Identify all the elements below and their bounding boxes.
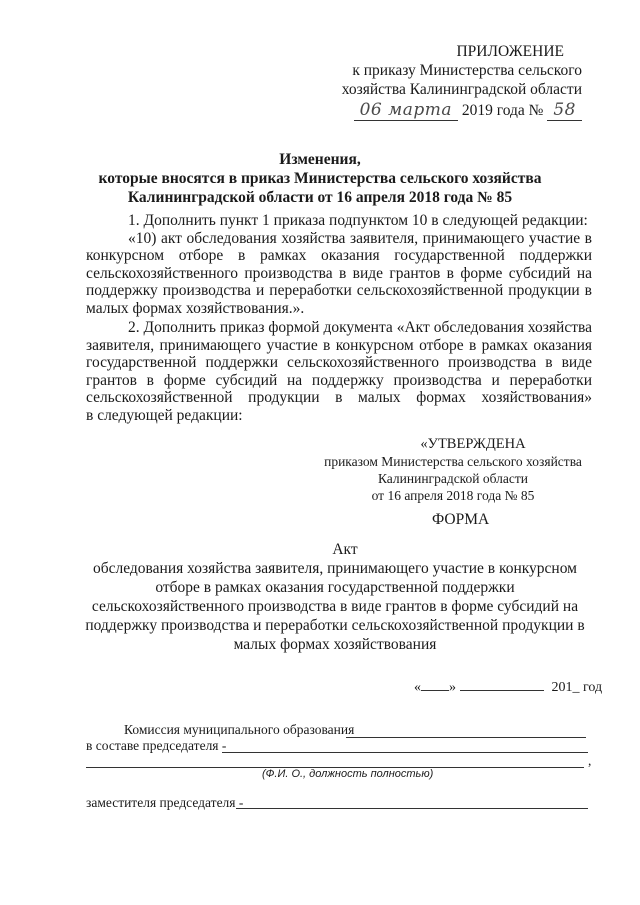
date-open-quote: «	[414, 680, 421, 695]
handwritten-date: 06 марта	[354, 100, 458, 121]
paragraph-1-intro: 1. Дополнить пункт 1 приказа подпунктом 10 в следующей редакции:	[128, 212, 588, 229]
date-day-blank[interactable]	[421, 690, 449, 691]
act-line: отборе в рамках оказания государственной поддержки	[155, 579, 515, 596]
appendix-title: ПРИЛОЖЕНИЕ	[456, 43, 564, 60]
paragraph-1-line: поддержку производства и переработки сельскохозяйственной продукции в	[86, 282, 592, 300]
act-line: сельскохозяйственного производства в виде грантов в форме субсидий на	[91, 598, 579, 615]
date-field	[414, 680, 602, 696]
act-line: обследования хозяйства заявителя, принимающего участие в конкурсном	[92, 560, 577, 577]
approval-line-1: «УТВЕРЖДЕНА	[420, 436, 526, 452]
paragraph-1	[86, 212, 592, 318]
appendix-year: 2019 года №	[461, 102, 544, 119]
paragraph-2	[86, 319, 592, 425]
chair-input-line[interactable]	[222, 752, 588, 753]
paragraph-2-line: сельскохозяйственной продукции в малых формах хозяйствования»	[86, 389, 592, 407]
commission-input-line[interactable]	[346, 737, 586, 738]
fio-caption: (Ф.И. О., должность полностью)	[262, 768, 434, 780]
appendix-date-line	[342, 101, 582, 120]
deputy-input-line[interactable]	[236, 808, 588, 809]
paragraph-2-line: 2. Дополнить приказ формой документа «Акт обследования хозяйства	[128, 319, 592, 336]
approval-line-4: от 16 апреля 2018 года № 85	[371, 488, 535, 503]
handwritten-number: 58	[547, 100, 582, 121]
paragraph-2-line: в следующей редакции:	[86, 406, 243, 424]
paragraph-2-line: заявителя, принимающего участие в конкурсном отборе в рамках оказания	[86, 336, 592, 354]
appendix-line-2: хозяйства Калининградской области	[341, 81, 582, 98]
chair-label: в составе председателя -	[86, 738, 227, 753]
approval-block	[318, 436, 588, 504]
commission-label: Комиссия муниципального образования	[124, 722, 355, 737]
paragraph-2-line: государственной поддержки сельскохозяйственного производства в виде	[86, 354, 592, 372]
paragraph-1-line: сельскохозяйственного производства в виде грантов в форме субсидий на	[86, 264, 592, 282]
heading-line-3: Калининградской области от 16 апреля 2018 года № 85	[127, 189, 513, 206]
act-line: поддержку производства и переработки сельскохозяйственной продукции в	[85, 617, 585, 634]
date-year: 201_ год	[551, 680, 603, 695]
deputy-label: заместителя председателя -	[86, 795, 244, 810]
date-month-blank[interactable]	[460, 690, 544, 691]
date-close-quote: »	[449, 680, 456, 695]
heading-line-2: которые вносятся в приказ Министерства сельского хозяйства	[98, 170, 542, 187]
act-block	[70, 540, 600, 654]
paragraph-1-line: конкурсном отборе в рамках оказания государственной поддержки	[86, 247, 592, 265]
act-title: Акт	[332, 541, 358, 558]
approval-line-3: Калининградской области	[377, 471, 529, 486]
approval-line-2: приказом Министерства сельского хозяйства	[324, 454, 582, 469]
comma: ,	[588, 753, 592, 768]
appendix-block	[342, 42, 582, 120]
form-label: ФОРМА	[432, 511, 490, 528]
act-line: малых формах хозяйствования	[233, 636, 437, 653]
appendix-line-1: к приказу Министерства сельского	[352, 62, 582, 79]
heading-line-1: Изменения,	[279, 151, 361, 168]
document-heading	[60, 150, 580, 207]
paragraph-1-line: «10) акт обследования хозяйства заявителя, принимающего участие в	[128, 229, 592, 247]
paragraph-1-line: малых формах хозяйствования.».	[86, 299, 305, 317]
paragraph-2-line: грантов в форме субсидий на поддержку производства и переработки	[86, 371, 592, 389]
